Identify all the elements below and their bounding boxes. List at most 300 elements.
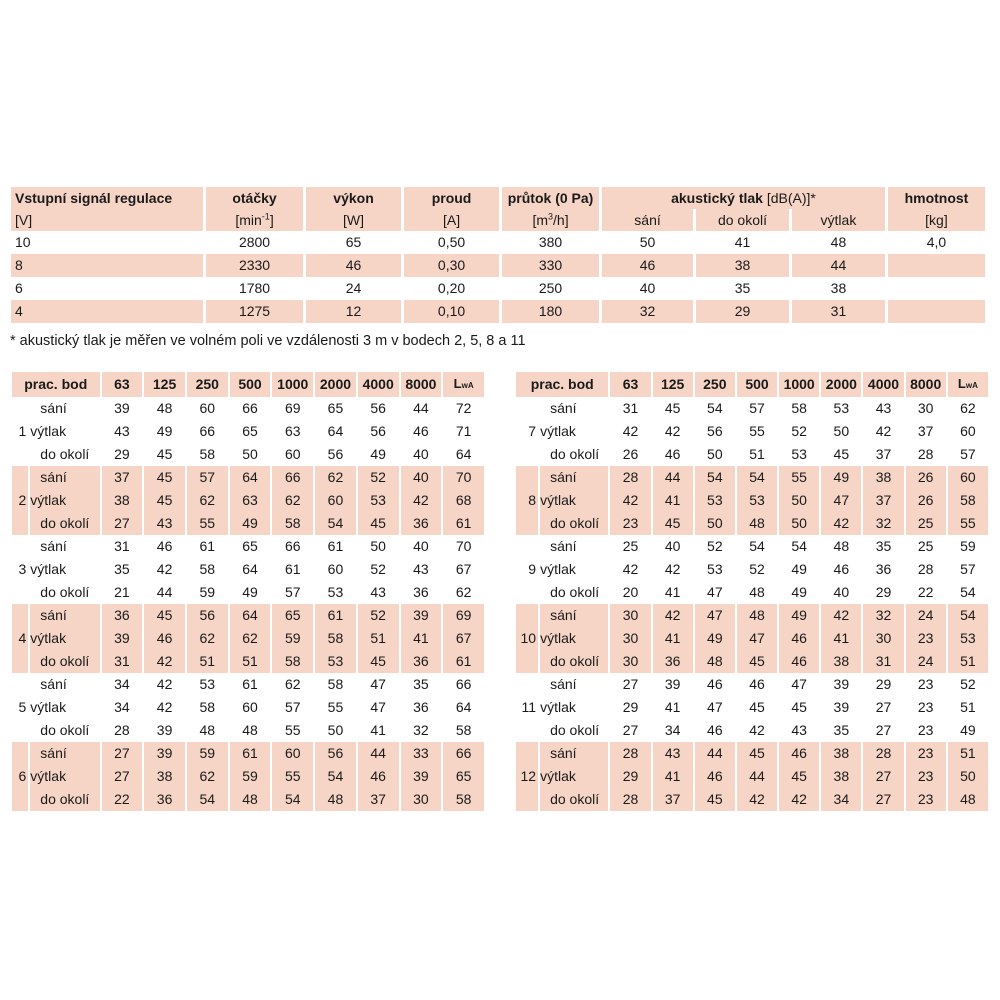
- noise-value: 28: [875, 745, 892, 761]
- noise-value: 61: [327, 538, 344, 554]
- noise-row: [516, 673, 988, 696]
- noise-value: 59: [284, 630, 301, 646]
- noise-row: [516, 627, 988, 650]
- top-row: [11, 254, 985, 277]
- noise-value: 52: [370, 607, 386, 623]
- freq-header: 2000: [825, 376, 857, 392]
- point-id: [12, 443, 28, 466]
- freq-header: 1000: [783, 376, 815, 392]
- noise-value: 41: [664, 584, 681, 600]
- noise-value: 58: [327, 676, 344, 692]
- noise-row: [12, 742, 484, 765]
- noise-value: 47: [370, 676, 386, 692]
- noise-row: [12, 765, 484, 788]
- row-label: výtlak: [540, 630, 576, 646]
- noise-header-label: prac. bod: [530, 376, 594, 392]
- noise-value: 54: [707, 400, 723, 416]
- row-label: do okolí: [40, 515, 90, 531]
- point-id: [516, 719, 538, 742]
- noise-value: 46: [156, 630, 173, 646]
- noise-value: 23: [917, 630, 934, 646]
- noise-row: [12, 581, 484, 604]
- noise-value: 62: [199, 492, 216, 508]
- noise-value: 42: [664, 561, 681, 577]
- noise-row: [516, 650, 988, 673]
- noise-value: 21: [114, 584, 130, 600]
- lwa-main: L: [453, 376, 462, 391]
- row-label: sání: [550, 607, 577, 623]
- noise-value: 62: [284, 492, 301, 508]
- noise-value: 34: [833, 791, 850, 807]
- noise-value: 55: [284, 722, 301, 738]
- point-id: [12, 788, 28, 811]
- noise-value: 34: [114, 676, 130, 692]
- row-label: do okolí: [40, 584, 90, 600]
- noise-value: 47: [707, 584, 723, 600]
- top-cell-ambient: 29: [734, 303, 751, 319]
- point-id: [516, 581, 538, 604]
- row-label: sání: [550, 538, 577, 554]
- point-id: 12: [520, 768, 537, 784]
- noise-value: 28: [622, 469, 639, 485]
- noise-value: 38: [114, 492, 130, 508]
- noise-value: 45: [156, 492, 173, 508]
- row-label: sání: [40, 538, 67, 554]
- noise-row: [12, 788, 484, 811]
- noise-value: 46: [791, 745, 807, 761]
- noise-value: 35: [875, 538, 892, 554]
- noise-value: 64: [242, 607, 258, 623]
- noise-value: 61: [455, 515, 472, 531]
- noise-value: 46: [833, 561, 850, 577]
- noise-value: 57: [284, 584, 301, 600]
- top-cell-rpm: 2800: [238, 234, 271, 250]
- noise-value: 57: [749, 400, 765, 416]
- noise-value: 36: [413, 653, 429, 669]
- unit-rpm: $[\min^{-1}]$: [235, 211, 274, 228]
- point-id: [516, 788, 538, 811]
- noise-value: 44: [749, 768, 765, 784]
- top-cell-power: 24: [345, 280, 362, 296]
- top-cell-flow: 380: [538, 234, 563, 250]
- noise-value: 42: [413, 492, 429, 508]
- noise-value: 48: [960, 791, 976, 807]
- noise-value: 56: [327, 446, 344, 462]
- top-row: [11, 277, 985, 300]
- freq-header: 500: [238, 376, 262, 392]
- lwa-header: [443, 372, 484, 397]
- noise-value: 56: [327, 745, 344, 761]
- noise-value: 42: [156, 676, 173, 692]
- noise-value: 40: [413, 446, 429, 462]
- point-id: [12, 397, 28, 420]
- noise-table-right: [514, 372, 990, 811]
- noise-value: 27: [114, 515, 130, 531]
- noise-value: 27: [622, 722, 639, 738]
- noise-value: 47: [833, 492, 850, 508]
- noise-row: [12, 604, 484, 627]
- noise-value: 46: [791, 630, 807, 646]
- row-label: do okolí: [550, 653, 600, 669]
- noise-value: 42: [833, 515, 850, 531]
- noise-value: 60: [199, 400, 216, 416]
- point-id: [12, 650, 28, 673]
- row-label: výtlak: [30, 492, 67, 508]
- row-label: do okolí: [550, 446, 600, 462]
- header-current: proud: [431, 190, 472, 206]
- noise-value: 48: [707, 653, 723, 669]
- freq-header: 8000: [910, 376, 942, 392]
- noise-value: 50: [833, 423, 850, 439]
- noise-value: 23: [622, 515, 639, 531]
- noise-value: 29: [875, 676, 892, 692]
- noise-row: [12, 627, 484, 650]
- noise-value: 65: [327, 400, 344, 416]
- noise-value: 24: [917, 607, 934, 623]
- noise-row: [516, 443, 988, 466]
- noise-value: 44: [370, 745, 386, 761]
- noise-value: 40: [664, 538, 681, 554]
- row-label: sání: [550, 400, 577, 416]
- noise-value: 48: [327, 791, 344, 807]
- noise-row: [516, 604, 988, 627]
- noise-value: 69: [455, 607, 472, 623]
- row-label: výtlak: [30, 423, 67, 439]
- noise-value: 50: [370, 538, 386, 554]
- noise-value: 70: [455, 538, 472, 554]
- noise-value: 43: [413, 561, 429, 577]
- noise-row: [516, 420, 988, 443]
- freq-header: 4000: [362, 376, 394, 392]
- top-cell-rpm: 1275: [238, 303, 271, 319]
- row-label: do okolí: [40, 722, 90, 738]
- row-label: výtlak: [540, 492, 576, 508]
- noise-value: 38: [156, 768, 173, 784]
- noise-value: 23: [917, 745, 934, 761]
- unit-current: [A]: [442, 212, 461, 228]
- noise-value: 49: [960, 722, 976, 738]
- noise-value: 39: [833, 676, 850, 692]
- unit-suction: sání: [634, 212, 661, 228]
- noise-value: 53: [199, 676, 216, 692]
- noise-value: 65: [242, 538, 258, 554]
- top-cell-weight: [888, 277, 985, 300]
- noise-value: 23: [917, 699, 934, 715]
- noise-value: 32: [875, 515, 892, 531]
- noise-value: 57: [960, 561, 976, 577]
- row-label: výtlak: [30, 561, 67, 577]
- noise-value: 33: [413, 745, 429, 761]
- noise-value: 48: [833, 538, 850, 554]
- noise-value: 68: [455, 492, 472, 508]
- noise-value: 25: [622, 538, 639, 554]
- top-cell-current: 0,30: [437, 257, 466, 273]
- noise-value: 45: [156, 607, 173, 623]
- noise-value: 35: [114, 561, 130, 577]
- point-id: [12, 604, 28, 627]
- noise-value: 31: [114, 538, 130, 554]
- noise-value: 30: [622, 607, 639, 623]
- noise-value: 55: [327, 699, 344, 715]
- noise-value: 53: [791, 446, 807, 462]
- noise-value: 45: [707, 791, 723, 807]
- noise-value: 44: [156, 584, 173, 600]
- top-cell-rpm: 1780: [238, 280, 271, 296]
- top-cell-discharge: 44: [830, 257, 847, 273]
- top-cell-current: 0,20: [437, 280, 466, 296]
- noise-value: 23: [917, 791, 934, 807]
- header-weight: hmotnost: [904, 190, 969, 206]
- point-id: 2: [18, 492, 27, 508]
- noise-value: 60: [284, 745, 301, 761]
- row-label: výtlak: [540, 768, 576, 784]
- freq-header: 1000: [277, 376, 309, 392]
- row-label: do okolí: [40, 653, 90, 669]
- point-id: 7: [528, 423, 537, 439]
- noise-row: [516, 788, 988, 811]
- noise-value: 46: [156, 538, 173, 554]
- noise-value: 61: [242, 745, 258, 761]
- noise-value: 49: [833, 469, 850, 485]
- noise-value: 59: [199, 745, 216, 761]
- noise-value: 51: [370, 630, 386, 646]
- noise-value: 35: [833, 722, 850, 738]
- noise-value: 43: [664, 745, 681, 761]
- noise-row: [12, 420, 484, 443]
- noise-value: 52: [370, 469, 386, 485]
- noise-value: 45: [156, 469, 173, 485]
- point-id: [516, 673, 538, 696]
- unit-power: [W]: [343, 212, 365, 228]
- noise-value: 58: [791, 400, 807, 416]
- noise-value: 30: [622, 630, 639, 646]
- noise-value: 36: [664, 653, 681, 669]
- top-cell-current: 0,10: [437, 303, 466, 319]
- noise-value: 55: [749, 423, 765, 439]
- top-row: [11, 300, 985, 323]
- noise-value: 47: [370, 699, 386, 715]
- top-cell-current: 0,50: [437, 234, 466, 250]
- point-id: [516, 742, 538, 765]
- noise-value: 57: [199, 469, 216, 485]
- noise-value: 66: [455, 676, 472, 692]
- noise-value: 50: [791, 492, 807, 508]
- noise-value: 59: [960, 538, 976, 554]
- noise-value: 39: [833, 699, 850, 715]
- noise-value: 41: [833, 630, 850, 646]
- noise-row: [12, 512, 484, 535]
- noise-value: 27: [114, 745, 130, 761]
- noise-value: 65: [242, 423, 258, 439]
- row-label: do okolí: [550, 791, 600, 807]
- noise-value: 38: [833, 768, 850, 784]
- freq-header: 63: [114, 376, 130, 392]
- noise-value: 54: [749, 469, 765, 485]
- noise-value: 32: [413, 722, 429, 738]
- top-header-row: [11, 187, 985, 209]
- noise-value: 47: [749, 630, 765, 646]
- noise-row: [12, 696, 484, 719]
- noise-value: 49: [791, 584, 807, 600]
- noise-value: 43: [114, 423, 130, 439]
- noise-value: 42: [156, 699, 173, 715]
- noise-value: 36: [156, 791, 173, 807]
- point-id: [12, 742, 28, 765]
- noise-value: 46: [664, 446, 681, 462]
- noise-value: 42: [749, 791, 765, 807]
- noise-value: 42: [749, 722, 765, 738]
- top-cell-weight: [888, 300, 985, 323]
- noise-row: [12, 650, 484, 673]
- noise-value: 36: [413, 515, 429, 531]
- lwa-header: [948, 372, 988, 397]
- noise-value: 54: [284, 791, 301, 807]
- point-id: [12, 581, 28, 604]
- point-id: 1: [18, 423, 27, 439]
- noise-value: 59: [242, 768, 258, 784]
- noise-table-left: [10, 372, 486, 811]
- noise-value: 25: [917, 538, 934, 554]
- noise-value: 58: [199, 446, 216, 462]
- noise-value: 43: [791, 722, 807, 738]
- noise-value: 58: [327, 630, 344, 646]
- noise-value: 64: [455, 699, 472, 715]
- noise-value: 67: [455, 630, 472, 646]
- noise-value: 51: [199, 653, 216, 669]
- noise-value: 45: [791, 699, 807, 715]
- noise-value: 49: [242, 584, 258, 600]
- noise-value: 62: [199, 630, 216, 646]
- noise-value: 62: [242, 630, 258, 646]
- header-flow: průtok (0 Pa): [507, 190, 594, 206]
- row-label: do okolí: [550, 515, 600, 531]
- noise-value: 23: [917, 722, 934, 738]
- noise-value: 42: [156, 653, 173, 669]
- noise-value: 23: [917, 768, 934, 784]
- top-cell-signal: 10: [15, 234, 31, 250]
- noise-row: [516, 489, 988, 512]
- noise-value: 27: [114, 768, 130, 784]
- noise-value: 48: [749, 584, 765, 600]
- top-cell-weight: [888, 254, 985, 277]
- noise-value: 26: [622, 446, 639, 462]
- noise-value: 47: [791, 676, 807, 692]
- noise-value: 63: [242, 492, 258, 508]
- lwa-sub: wA: [965, 381, 978, 390]
- noise-value: 50: [242, 446, 258, 462]
- noise-value: 41: [664, 768, 681, 784]
- point-id: [516, 535, 538, 558]
- noise-value: 44: [664, 469, 681, 485]
- noise-value: 60: [242, 699, 258, 715]
- row-label: výtlak: [30, 630, 67, 646]
- top-cell-signal: 8: [15, 257, 23, 273]
- top-cell-weight: 4,0: [926, 234, 947, 250]
- noise-value: 41: [664, 492, 681, 508]
- noise-value: 71: [455, 423, 472, 439]
- noise-value: 39: [114, 400, 130, 416]
- top-cell-flow: 250: [538, 280, 563, 296]
- freq-header: 63: [622, 376, 639, 392]
- noise-value: 57: [284, 699, 301, 715]
- noise-value: 42: [791, 791, 807, 807]
- noise-value: 42: [622, 561, 639, 577]
- row-label: do okolí: [550, 722, 600, 738]
- unit-weight: [kg]: [925, 212, 948, 228]
- freq-header: 250: [195, 376, 219, 392]
- noise-value: 62: [327, 469, 344, 485]
- noise-value: 62: [455, 584, 472, 600]
- point-id: [516, 443, 538, 466]
- noise-value: 64: [242, 469, 258, 485]
- noise-value: 46: [707, 768, 723, 784]
- point-id: 3: [18, 561, 27, 577]
- noise-value: 35: [413, 676, 429, 692]
- noise-value: 53: [833, 400, 850, 416]
- noise-value: 44: [707, 745, 723, 761]
- noise-value: 45: [749, 745, 765, 761]
- noise-value: 56: [707, 423, 723, 439]
- noise-value: 53: [327, 584, 344, 600]
- noise-value: 39: [156, 722, 173, 738]
- point-id: [516, 604, 538, 627]
- noise-value: 28: [114, 722, 130, 738]
- point-id: 6: [18, 768, 27, 784]
- noise-value: 26: [917, 492, 934, 508]
- header-noise-unit: [dB(A)]*: [762, 190, 816, 206]
- noise-value: 30: [622, 653, 639, 669]
- freq-header: 2000: [319, 376, 352, 392]
- noise-value: 54: [749, 538, 765, 554]
- noise-value: 54: [791, 538, 807, 554]
- noise-value: 52: [707, 538, 723, 554]
- noise-row: [516, 558, 988, 581]
- noise-value: 45: [370, 653, 386, 669]
- row-label: do okolí: [40, 446, 90, 462]
- top-table-body: [11, 231, 985, 323]
- noise-value: 69: [284, 400, 301, 416]
- noise-value: 36: [413, 699, 429, 715]
- performance-table: [8, 187, 988, 323]
- row-label: výtlak: [540, 561, 576, 577]
- top-cell-discharge: 38: [830, 280, 847, 296]
- noise-value: 43: [156, 515, 173, 531]
- noise-row: [516, 512, 988, 535]
- top-cell-suction: 32: [639, 303, 656, 319]
- noise-value: 53: [707, 561, 723, 577]
- noise-header-row: [516, 372, 988, 397]
- noise-value: 46: [370, 768, 386, 784]
- noise-value: 45: [749, 699, 765, 715]
- noise-value: 37: [875, 446, 892, 462]
- noise-value: 32: [875, 607, 892, 623]
- point-id: [516, 650, 538, 673]
- noise-value: 37: [370, 791, 386, 807]
- noise-value: 36: [114, 607, 130, 623]
- freq-header: 250: [703, 376, 727, 392]
- point-id: 5: [18, 699, 27, 715]
- noise-value: 44: [413, 400, 429, 416]
- noise-row: [12, 558, 484, 581]
- noise-value: 29: [875, 584, 892, 600]
- noise-value: 38: [833, 653, 850, 669]
- header-noise: [602, 187, 885, 209]
- top-cell-flow: 330: [538, 257, 563, 273]
- noise-value: 45: [791, 768, 807, 784]
- noise-value: 48: [749, 515, 765, 531]
- noise-value: 50: [960, 768, 976, 784]
- noise-value: 51: [960, 699, 976, 715]
